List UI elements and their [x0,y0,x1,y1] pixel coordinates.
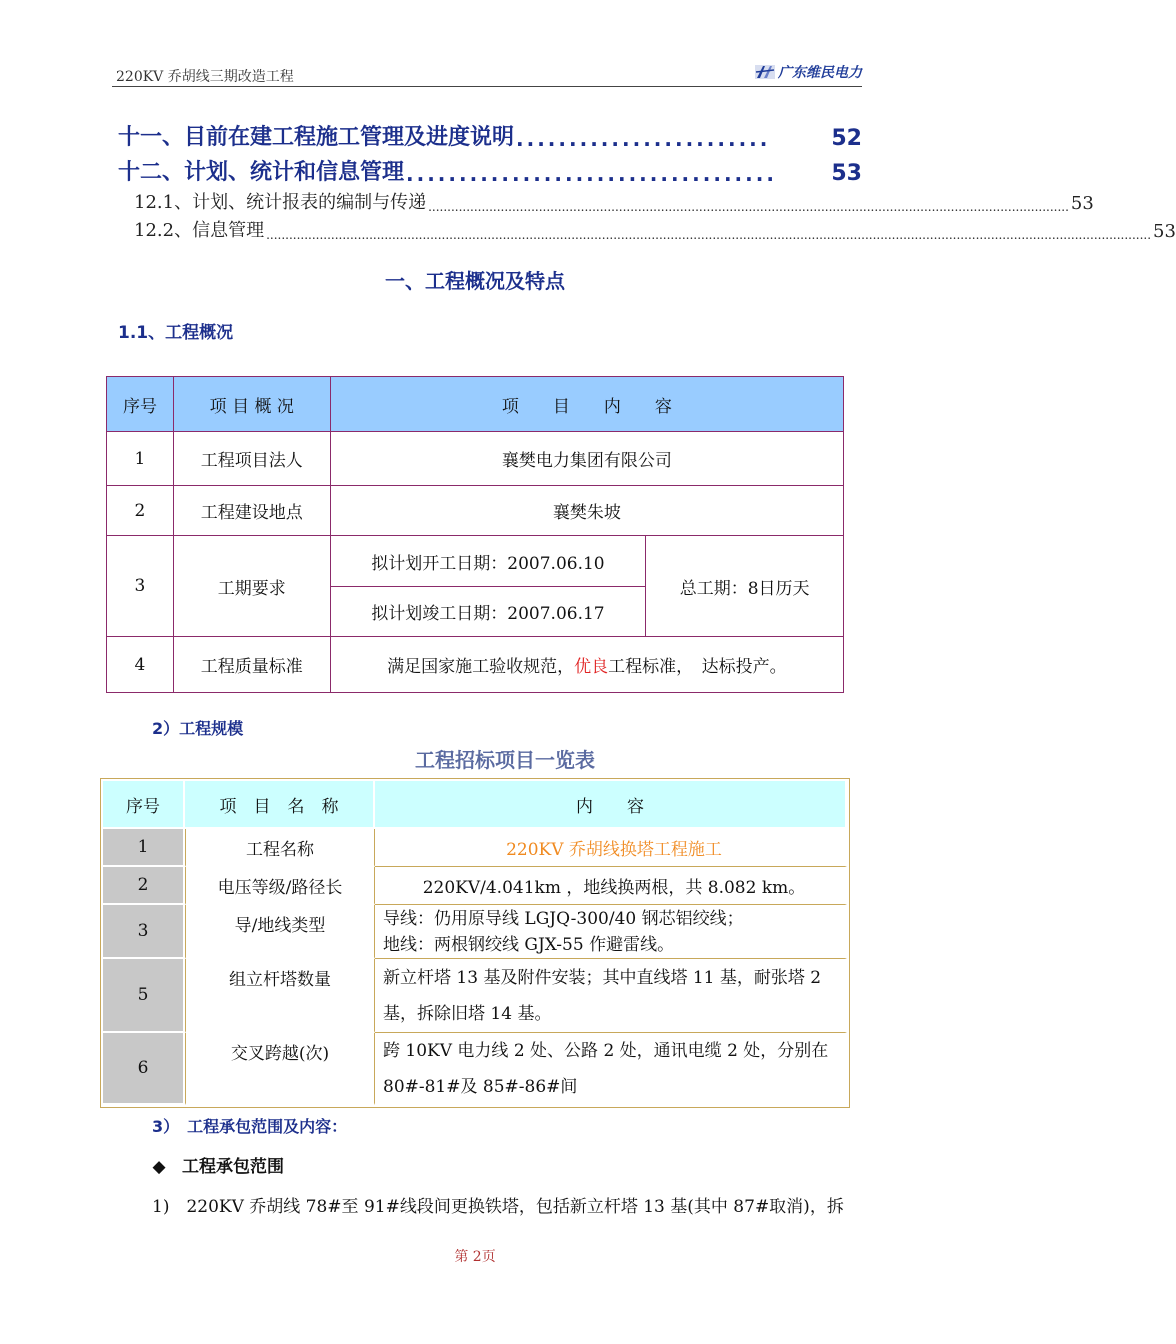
page-header [112,62,862,87]
cell-content [375,905,847,959]
cell-name: 交叉跨越(次) [185,1033,375,1105]
content-line: 跨 10KV 电力线 2 处、公路 2 处，通讯电缆 2 处，分别在 [383,1041,829,1061]
brand [754,62,862,82]
content-line: 80#-81#及 85#-86#间 [383,1077,578,1097]
cell-content: 襄樊电力集团有限公司 [330,432,843,486]
header-cell-item: 项 目 概 况 [173,377,330,432]
scope-heading: 3） 工程承包范围及内容： [152,1117,348,1136]
toc-entry-title: 十二、计划、统计和信息管理 [118,160,405,185]
cell-no: 3 [107,536,174,637]
toc-leader: ........................ [516,127,771,151]
cell-content [375,1033,847,1105]
toc-leader: ................................... [406,162,777,186]
toc-entry-12-2[interactable] [118,214,1176,242]
scope-bullet [152,1152,284,1177]
table-row [107,486,844,536]
cell-no: 2 [107,486,174,536]
table-row [103,905,847,959]
content-line: 地线：两根钢绞线 GJX-55 作避雷线。 [383,934,675,955]
page-label-prefix: 第 [454,1249,469,1265]
cell-content: 220KV/4.041km ，地线换两根，共 8.082 km。 [375,867,847,905]
header-cell-content: 内 容 [375,781,847,829]
cell-no: 6 [103,1033,185,1105]
toc-entry-12[interactable] [118,151,862,186]
cell-name: 工程名称 [185,829,375,867]
header-cell-no: 序号 [107,377,174,432]
toc-page-number: 52 [831,126,862,151]
header-cell-no: 序号 [103,781,185,829]
table-row [103,867,847,905]
cell-name: 导/地线类型 [185,905,375,959]
toc-entry-title: 12.1、计划、统计报表的编制与传递 [134,192,427,213]
subsection-title: 1.1、工程概况 [118,323,234,343]
content-text: 工程标准， 达标投产。 [608,657,787,677]
cell-no: 1 [107,432,174,486]
page-number: 2 [472,1249,482,1265]
cell-content [330,637,843,693]
scope-bullet-text: 工程承包范围 [182,1157,284,1177]
table-header-row [103,781,847,829]
content-line: 导线：仍用原导线 LGJQ-300/40 钢芯铝绞线； [383,908,744,929]
toc-page-number: 53 [1070,193,1094,214]
document-title: 220KV 乔胡线三期改造工程 [116,69,294,85]
table-row [103,1033,847,1105]
table-header-row [107,377,844,432]
brand-logo-icon [754,63,776,81]
highlight-text: 优良 [574,657,609,677]
cell-content: 襄樊朱坡 [330,486,843,536]
toc-leader: ........................................................................................................................................................................................................................................ [266,228,1152,242]
cell-name: 电压等级/路径长 [185,867,375,905]
toc-entry-12-1[interactable] [118,186,1094,214]
content-text: 满足国家施工验收规范， [387,657,575,677]
table-caption: 工程招标项目一览表 [415,748,595,772]
content-line: 基，拆除旧塔 14 基。 [383,1003,552,1024]
cell-start-date: 拟计划开工日期：2007.06.10 [330,536,646,587]
cell-name: 组立杆塔数量 [185,959,375,1033]
scope-paragraph: 1) 220KV 乔胡线 78#至 91#线段间更换铁塔，包括新立杆塔 13 基(其中 87#取消)，拆 [152,1197,844,1217]
toc-page-number: 53 [831,161,862,186]
toc-entry-title: 12.2、信息管理 [134,220,265,241]
scale-heading: 2）工程规模 [152,719,244,738]
table-row [103,829,847,867]
page-label-suffix: 页 [481,1249,496,1265]
toc-page-number: 53 [1153,221,1176,242]
bid-table-frame [100,778,850,1108]
cell-item: 工程建设地点 [173,486,330,536]
toc-entry-title: 十一、目前在建工程施工管理及进度说明 [118,125,515,150]
toc-entry-11[interactable] [118,116,862,151]
table-row [103,959,847,1033]
table-of-contents [118,116,1176,242]
toc-leader: ........................................................................................................................................................................ [428,200,1069,214]
brand-name: 广东维民电力 [778,65,862,81]
cell-end-date: 拟计划竣工日期：2007.06.17 [330,587,646,637]
bid-table [103,781,847,1105]
cell-item: 工程项目法人 [173,432,330,486]
cell-no: 2 [103,867,185,905]
cell-no: 5 [103,959,185,1033]
overview-table [106,376,844,693]
header-cell-content: 项 目 内 容 [330,377,843,432]
section-title: 一、工程概况及特点 [385,269,565,293]
cell-item: 工程质量标准 [173,637,330,693]
cell-item: 工期要求 [173,536,330,637]
table-row [107,637,844,693]
cell-total-duration: 总工期：8日历天 [646,536,844,637]
cell-no: 1 [103,829,185,867]
table-row [107,432,844,486]
page-footer [0,1246,950,1266]
table-row [107,536,844,587]
header-cell-name: 项 目 名 称 [185,781,375,829]
cell-content [375,959,847,1033]
cell-no: 3 [103,905,185,959]
diamond-bullet-icon: ◆ [152,1157,166,1177]
content-line: 新立杆塔 13 基及附件安装；其中直线塔 11 基，耐张塔 2 [383,967,822,988]
cell-no: 4 [107,637,174,693]
cell-content: 220KV 乔胡线换塔工程施工 [375,829,847,867]
